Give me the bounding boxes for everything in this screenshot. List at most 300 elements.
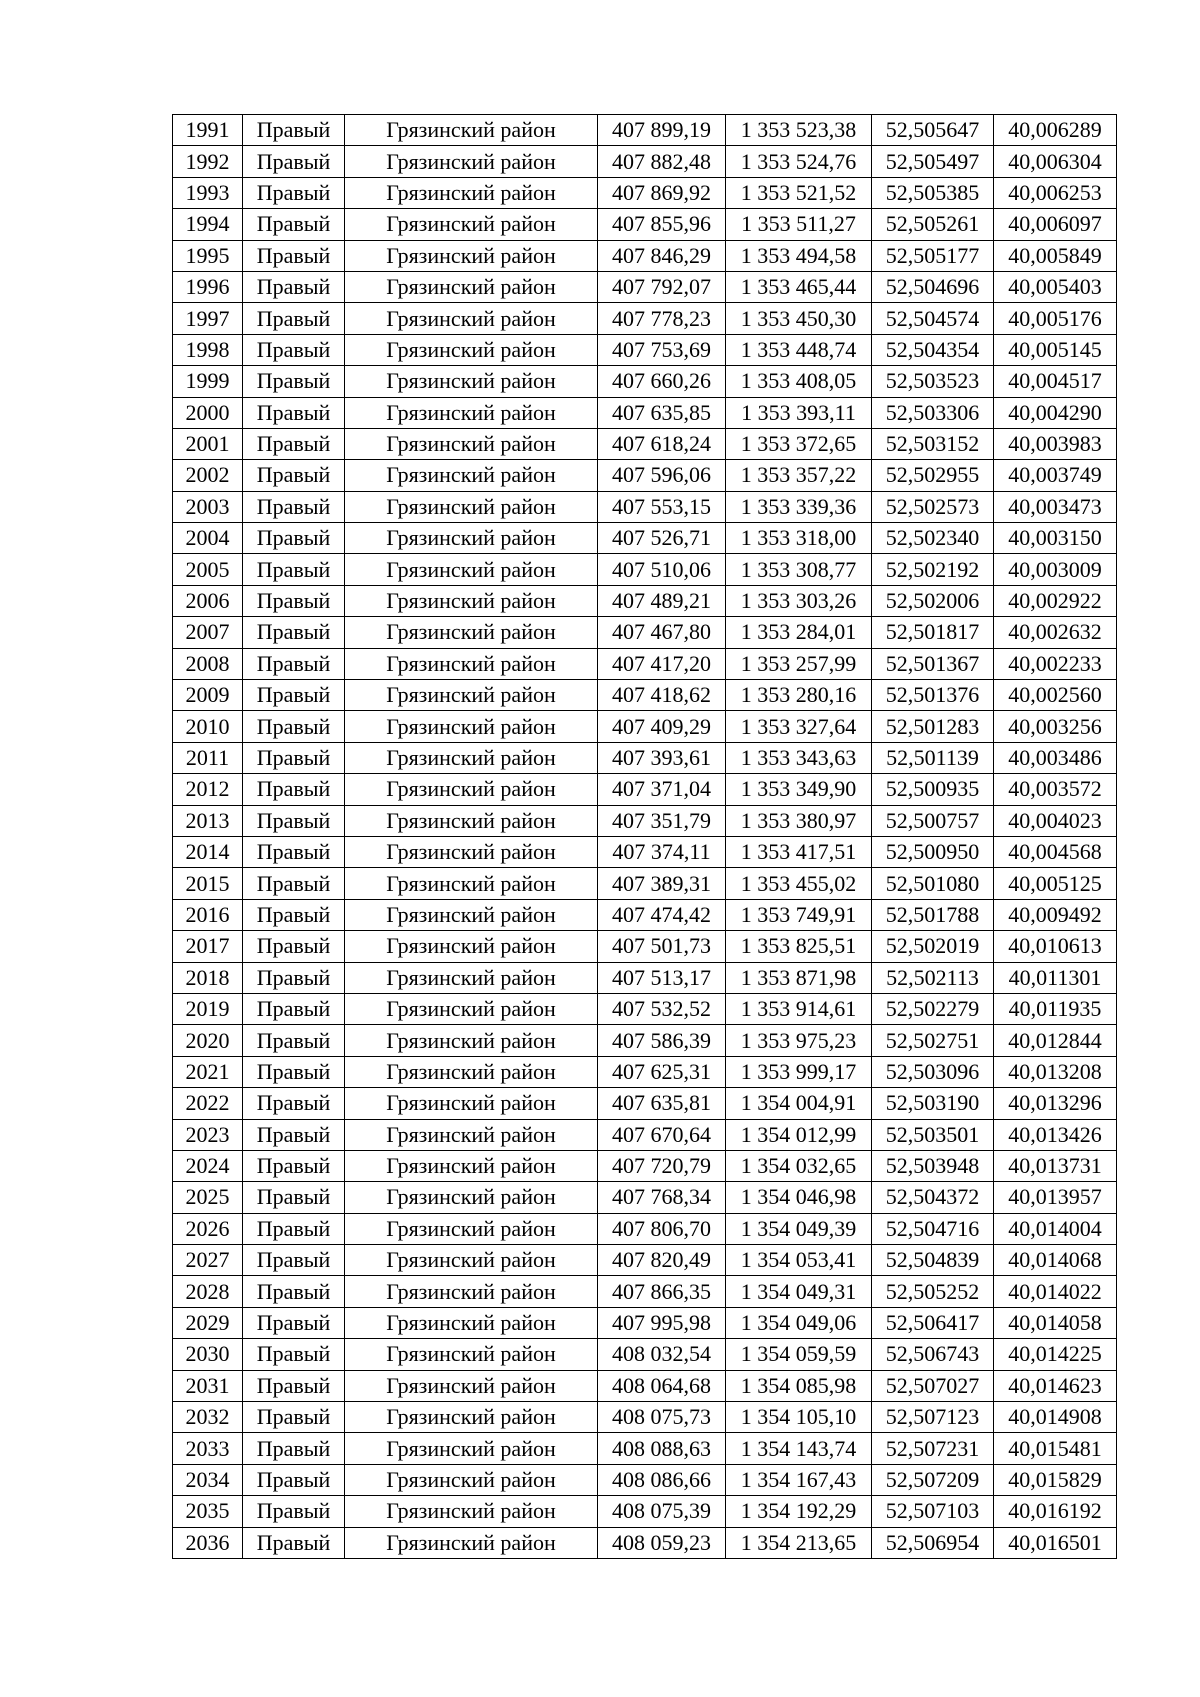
point-number-cell: 2028 bbox=[173, 1276, 243, 1307]
table-row bbox=[173, 1245, 1117, 1276]
y-coordinate-cell: 1 353 417,51 bbox=[726, 836, 872, 867]
latitude-cell: 52,504716 bbox=[872, 1213, 994, 1244]
table-row bbox=[173, 711, 1117, 742]
latitude-cell: 52,501376 bbox=[872, 680, 994, 711]
longitude-cell: 40,003150 bbox=[994, 523, 1117, 554]
latitude-cell: 52,502955 bbox=[872, 460, 994, 491]
x-coordinate-cell: 407 753,69 bbox=[598, 334, 726, 365]
longitude-cell: 40,010613 bbox=[994, 931, 1117, 962]
district-cell: Грязинский район bbox=[345, 1025, 598, 1056]
coordinates-table bbox=[172, 114, 1117, 1559]
latitude-cell: 52,502113 bbox=[872, 962, 994, 993]
y-coordinate-cell: 1 353 521,52 bbox=[726, 177, 872, 208]
x-coordinate-cell: 407 389,31 bbox=[598, 868, 726, 899]
longitude-cell: 40,011301 bbox=[994, 962, 1117, 993]
bank-side-cell: Правый bbox=[243, 1056, 345, 1087]
district-cell: Грязинский район bbox=[345, 1245, 598, 1276]
x-coordinate-cell: 407 467,80 bbox=[598, 617, 726, 648]
x-coordinate-cell: 407 351,79 bbox=[598, 805, 726, 836]
district-cell: Грязинский район bbox=[345, 554, 598, 585]
longitude-cell: 40,005849 bbox=[994, 240, 1117, 271]
latitude-cell: 52,507103 bbox=[872, 1496, 994, 1527]
x-coordinate-cell: 407 899,19 bbox=[598, 115, 726, 146]
district-cell: Грязинский район bbox=[345, 1339, 598, 1370]
y-coordinate-cell: 1 354 049,39 bbox=[726, 1213, 872, 1244]
table-row bbox=[173, 1339, 1117, 1370]
longitude-cell: 40,005145 bbox=[994, 334, 1117, 365]
table-row bbox=[173, 805, 1117, 836]
longitude-cell: 40,002632 bbox=[994, 617, 1117, 648]
table-row bbox=[173, 868, 1117, 899]
table-row bbox=[173, 1496, 1117, 1527]
district-cell: Грязинский район bbox=[345, 993, 598, 1024]
point-number-cell: 2001 bbox=[173, 428, 243, 459]
x-coordinate-cell: 407 882,48 bbox=[598, 146, 726, 177]
table-row bbox=[173, 962, 1117, 993]
point-number-cell: 2016 bbox=[173, 899, 243, 930]
district-cell: Грязинский район bbox=[345, 1119, 598, 1150]
longitude-cell: 40,004023 bbox=[994, 805, 1117, 836]
latitude-cell: 52,503523 bbox=[872, 366, 994, 397]
point-number-cell: 2020 bbox=[173, 1025, 243, 1056]
bank-side-cell: Правый bbox=[243, 993, 345, 1024]
bank-side-cell: Правый bbox=[243, 334, 345, 365]
y-coordinate-cell: 1 354 032,65 bbox=[726, 1150, 872, 1181]
longitude-cell: 40,015829 bbox=[994, 1464, 1117, 1495]
x-coordinate-cell: 407 820,49 bbox=[598, 1245, 726, 1276]
point-number-cell: 2005 bbox=[173, 554, 243, 585]
bank-side-cell: Правый bbox=[243, 742, 345, 773]
longitude-cell: 40,004517 bbox=[994, 366, 1117, 397]
point-number-cell: 2022 bbox=[173, 1088, 243, 1119]
table-row bbox=[173, 931, 1117, 962]
district-cell: Грязинский район bbox=[345, 303, 598, 334]
bank-side-cell: Правый bbox=[243, 899, 345, 930]
point-number-cell: 2033 bbox=[173, 1433, 243, 1464]
longitude-cell: 40,002560 bbox=[994, 680, 1117, 711]
district-cell: Грязинский район bbox=[345, 1182, 598, 1213]
point-number-cell: 2019 bbox=[173, 993, 243, 1024]
table-row bbox=[173, 523, 1117, 554]
y-coordinate-cell: 1 353 303,26 bbox=[726, 585, 872, 616]
y-coordinate-cell: 1 353 914,61 bbox=[726, 993, 872, 1024]
district-cell: Грязинский район bbox=[345, 1370, 598, 1401]
longitude-cell: 40,003983 bbox=[994, 428, 1117, 459]
x-coordinate-cell: 407 513,17 bbox=[598, 962, 726, 993]
x-coordinate-cell: 407 625,31 bbox=[598, 1056, 726, 1087]
table-row bbox=[173, 554, 1117, 585]
point-number-cell: 2025 bbox=[173, 1182, 243, 1213]
longitude-cell: 40,014623 bbox=[994, 1370, 1117, 1401]
table-row bbox=[173, 1433, 1117, 1464]
latitude-cell: 52,505497 bbox=[872, 146, 994, 177]
longitude-cell: 40,013426 bbox=[994, 1119, 1117, 1150]
y-coordinate-cell: 1 354 049,06 bbox=[726, 1307, 872, 1338]
point-number-cell: 2036 bbox=[173, 1527, 243, 1558]
x-coordinate-cell: 407 596,06 bbox=[598, 460, 726, 491]
latitude-cell: 52,504354 bbox=[872, 334, 994, 365]
y-coordinate-cell: 1 353 408,05 bbox=[726, 366, 872, 397]
table-row bbox=[173, 1307, 1117, 1338]
y-coordinate-cell: 1 353 339,36 bbox=[726, 491, 872, 522]
bank-side-cell: Правый bbox=[243, 1245, 345, 1276]
longitude-cell: 40,009492 bbox=[994, 899, 1117, 930]
x-coordinate-cell: 407 526,71 bbox=[598, 523, 726, 554]
table-row bbox=[173, 1213, 1117, 1244]
x-coordinate-cell: 407 855,96 bbox=[598, 209, 726, 240]
x-coordinate-cell: 407 417,20 bbox=[598, 648, 726, 679]
table-row bbox=[173, 774, 1117, 805]
point-number-cell: 2006 bbox=[173, 585, 243, 616]
latitude-cell: 52,505177 bbox=[872, 240, 994, 271]
point-number-cell: 2004 bbox=[173, 523, 243, 554]
y-coordinate-cell: 1 354 105,10 bbox=[726, 1402, 872, 1433]
longitude-cell: 40,014004 bbox=[994, 1213, 1117, 1244]
y-coordinate-cell: 1 353 494,58 bbox=[726, 240, 872, 271]
latitude-cell: 52,502192 bbox=[872, 554, 994, 585]
latitude-cell: 52,502006 bbox=[872, 585, 994, 616]
bank-side-cell: Правый bbox=[243, 209, 345, 240]
table-row bbox=[173, 209, 1117, 240]
latitude-cell: 52,504372 bbox=[872, 1182, 994, 1213]
bank-side-cell: Правый bbox=[243, 303, 345, 334]
x-coordinate-cell: 408 075,73 bbox=[598, 1402, 726, 1433]
latitude-cell: 52,507231 bbox=[872, 1433, 994, 1464]
y-coordinate-cell: 1 353 284,01 bbox=[726, 617, 872, 648]
point-number-cell: 2021 bbox=[173, 1056, 243, 1087]
district-cell: Грязинский район bbox=[345, 617, 598, 648]
x-coordinate-cell: 407 846,29 bbox=[598, 240, 726, 271]
y-coordinate-cell: 1 354 049,31 bbox=[726, 1276, 872, 1307]
latitude-cell: 52,503501 bbox=[872, 1119, 994, 1150]
latitude-cell: 52,500950 bbox=[872, 836, 994, 867]
bank-side-cell: Правый bbox=[243, 680, 345, 711]
longitude-cell: 40,005176 bbox=[994, 303, 1117, 334]
bank-side-cell: Правый bbox=[243, 962, 345, 993]
bank-side-cell: Правый bbox=[243, 366, 345, 397]
table-row bbox=[173, 334, 1117, 365]
latitude-cell: 52,504839 bbox=[872, 1245, 994, 1276]
district-cell: Грязинский район bbox=[345, 899, 598, 930]
y-coordinate-cell: 1 353 343,63 bbox=[726, 742, 872, 773]
district-cell: Грязинский район bbox=[345, 271, 598, 302]
district-cell: Грязинский район bbox=[345, 1150, 598, 1181]
table-row bbox=[173, 491, 1117, 522]
x-coordinate-cell: 407 869,92 bbox=[598, 177, 726, 208]
bank-side-cell: Правый bbox=[243, 491, 345, 522]
point-number-cell: 2002 bbox=[173, 460, 243, 491]
point-number-cell: 2003 bbox=[173, 491, 243, 522]
x-coordinate-cell: 407 586,39 bbox=[598, 1025, 726, 1056]
latitude-cell: 52,507209 bbox=[872, 1464, 994, 1495]
bank-side-cell: Правый bbox=[243, 836, 345, 867]
longitude-cell: 40,003749 bbox=[994, 460, 1117, 491]
longitude-cell: 40,013296 bbox=[994, 1088, 1117, 1119]
x-coordinate-cell: 408 064,68 bbox=[598, 1370, 726, 1401]
longitude-cell: 40,003572 bbox=[994, 774, 1117, 805]
table-row bbox=[173, 993, 1117, 1024]
bank-side-cell: Правый bbox=[243, 1402, 345, 1433]
latitude-cell: 52,504574 bbox=[872, 303, 994, 334]
table-row bbox=[173, 1464, 1117, 1495]
latitude-cell: 52,500935 bbox=[872, 774, 994, 805]
district-cell: Грязинский район bbox=[345, 366, 598, 397]
point-number-cell: 2018 bbox=[173, 962, 243, 993]
latitude-cell: 52,500757 bbox=[872, 805, 994, 836]
latitude-cell: 52,506743 bbox=[872, 1339, 994, 1370]
point-number-cell: 2010 bbox=[173, 711, 243, 742]
table-row bbox=[173, 177, 1117, 208]
longitude-cell: 40,014068 bbox=[994, 1245, 1117, 1276]
longitude-cell: 40,016501 bbox=[994, 1527, 1117, 1558]
latitude-cell: 52,506954 bbox=[872, 1527, 994, 1558]
x-coordinate-cell: 407 768,34 bbox=[598, 1182, 726, 1213]
bank-side-cell: Правый bbox=[243, 1464, 345, 1495]
district-cell: Грязинский район bbox=[345, 711, 598, 742]
bank-side-cell: Правый bbox=[243, 617, 345, 648]
bank-side-cell: Правый bbox=[243, 1088, 345, 1119]
x-coordinate-cell: 407 418,62 bbox=[598, 680, 726, 711]
longitude-cell: 40,015481 bbox=[994, 1433, 1117, 1464]
longitude-cell: 40,012844 bbox=[994, 1025, 1117, 1056]
table-row bbox=[173, 397, 1117, 428]
x-coordinate-cell: 407 792,07 bbox=[598, 271, 726, 302]
point-number-cell: 2008 bbox=[173, 648, 243, 679]
point-number-cell: 1995 bbox=[173, 240, 243, 271]
point-number-cell: 2012 bbox=[173, 774, 243, 805]
latitude-cell: 52,502573 bbox=[872, 491, 994, 522]
latitude-cell: 52,503306 bbox=[872, 397, 994, 428]
x-coordinate-cell: 408 075,39 bbox=[598, 1496, 726, 1527]
y-coordinate-cell: 1 353 455,02 bbox=[726, 868, 872, 899]
x-coordinate-cell: 408 088,63 bbox=[598, 1433, 726, 1464]
y-coordinate-cell: 1 354 213,65 bbox=[726, 1527, 872, 1558]
latitude-cell: 52,502279 bbox=[872, 993, 994, 1024]
district-cell: Грязинский район bbox=[345, 1527, 598, 1558]
y-coordinate-cell: 1 354 192,29 bbox=[726, 1496, 872, 1527]
latitude-cell: 52,501080 bbox=[872, 868, 994, 899]
point-number-cell: 2017 bbox=[173, 931, 243, 962]
y-coordinate-cell: 1 353 380,97 bbox=[726, 805, 872, 836]
y-coordinate-cell: 1 354 046,98 bbox=[726, 1182, 872, 1213]
latitude-cell: 52,501367 bbox=[872, 648, 994, 679]
y-coordinate-cell: 1 354 012,99 bbox=[726, 1119, 872, 1150]
point-number-cell: 2032 bbox=[173, 1402, 243, 1433]
point-number-cell: 1992 bbox=[173, 146, 243, 177]
y-coordinate-cell: 1 353 975,23 bbox=[726, 1025, 872, 1056]
table-row bbox=[173, 271, 1117, 302]
point-number-cell: 1993 bbox=[173, 177, 243, 208]
y-coordinate-cell: 1 353 465,44 bbox=[726, 271, 872, 302]
table-row bbox=[173, 1150, 1117, 1181]
longitude-cell: 40,004568 bbox=[994, 836, 1117, 867]
x-coordinate-cell: 407 510,06 bbox=[598, 554, 726, 585]
bank-side-cell: Правый bbox=[243, 711, 345, 742]
y-coordinate-cell: 1 353 524,76 bbox=[726, 146, 872, 177]
district-cell: Грязинский район bbox=[345, 805, 598, 836]
district-cell: Грязинский район bbox=[345, 397, 598, 428]
x-coordinate-cell: 407 995,98 bbox=[598, 1307, 726, 1338]
point-number-cell: 2027 bbox=[173, 1245, 243, 1276]
bank-side-cell: Правый bbox=[243, 146, 345, 177]
bank-side-cell: Правый bbox=[243, 523, 345, 554]
y-coordinate-cell: 1 353 450,30 bbox=[726, 303, 872, 334]
point-number-cell: 2023 bbox=[173, 1119, 243, 1150]
x-coordinate-cell: 407 371,04 bbox=[598, 774, 726, 805]
bank-side-cell: Правый bbox=[243, 1276, 345, 1307]
x-coordinate-cell: 407 553,15 bbox=[598, 491, 726, 522]
y-coordinate-cell: 1 353 280,16 bbox=[726, 680, 872, 711]
y-coordinate-cell: 1 353 357,22 bbox=[726, 460, 872, 491]
table-row bbox=[173, 617, 1117, 648]
longitude-cell: 40,005125 bbox=[994, 868, 1117, 899]
point-number-cell: 2007 bbox=[173, 617, 243, 648]
y-coordinate-cell: 1 353 999,17 bbox=[726, 1056, 872, 1087]
district-cell: Грязинский район bbox=[345, 460, 598, 491]
point-number-cell: 1991 bbox=[173, 115, 243, 146]
y-coordinate-cell: 1 353 523,38 bbox=[726, 115, 872, 146]
district-cell: Грязинский район bbox=[345, 1213, 598, 1244]
latitude-cell: 52,505647 bbox=[872, 115, 994, 146]
bank-side-cell: Правый bbox=[243, 115, 345, 146]
point-number-cell: 2029 bbox=[173, 1307, 243, 1338]
x-coordinate-cell: 407 532,52 bbox=[598, 993, 726, 1024]
bank-side-cell: Правый bbox=[243, 1433, 345, 1464]
x-coordinate-cell: 407 474,42 bbox=[598, 899, 726, 930]
y-coordinate-cell: 1 353 257,99 bbox=[726, 648, 872, 679]
table-row bbox=[173, 899, 1117, 930]
longitude-cell: 40,014022 bbox=[994, 1276, 1117, 1307]
district-cell: Грязинский район bbox=[345, 1496, 598, 1527]
latitude-cell: 52,504696 bbox=[872, 271, 994, 302]
bank-side-cell: Правый bbox=[243, 428, 345, 459]
district-cell: Грязинский район bbox=[345, 774, 598, 805]
longitude-cell: 40,004290 bbox=[994, 397, 1117, 428]
latitude-cell: 52,503152 bbox=[872, 428, 994, 459]
district-cell: Грязинский район bbox=[345, 428, 598, 459]
district-cell: Грязинский район bbox=[345, 1056, 598, 1087]
table-row bbox=[173, 1276, 1117, 1307]
bank-side-cell: Правый bbox=[243, 931, 345, 962]
bank-side-cell: Правый bbox=[243, 1496, 345, 1527]
district-cell: Грязинский район bbox=[345, 836, 598, 867]
longitude-cell: 40,014908 bbox=[994, 1402, 1117, 1433]
longitude-cell: 40,013208 bbox=[994, 1056, 1117, 1087]
latitude-cell: 52,503190 bbox=[872, 1088, 994, 1119]
y-coordinate-cell: 1 353 308,77 bbox=[726, 554, 872, 585]
y-coordinate-cell: 1 353 372,65 bbox=[726, 428, 872, 459]
point-number-cell: 2031 bbox=[173, 1370, 243, 1401]
point-number-cell: 2014 bbox=[173, 836, 243, 867]
table-row bbox=[173, 366, 1117, 397]
bank-side-cell: Правый bbox=[243, 1339, 345, 1370]
point-number-cell: 2011 bbox=[173, 742, 243, 773]
latitude-cell: 52,501139 bbox=[872, 742, 994, 773]
district-cell: Грязинский район bbox=[345, 240, 598, 271]
table-row bbox=[173, 303, 1117, 334]
y-coordinate-cell: 1 353 871,98 bbox=[726, 962, 872, 993]
latitude-cell: 52,506417 bbox=[872, 1307, 994, 1338]
bank-side-cell: Правый bbox=[243, 1150, 345, 1181]
y-coordinate-cell: 1 354 004,91 bbox=[726, 1088, 872, 1119]
point-number-cell: 2026 bbox=[173, 1213, 243, 1244]
x-coordinate-cell: 407 670,64 bbox=[598, 1119, 726, 1150]
latitude-cell: 52,503948 bbox=[872, 1150, 994, 1181]
y-coordinate-cell: 1 353 448,74 bbox=[726, 334, 872, 365]
x-coordinate-cell: 407 618,24 bbox=[598, 428, 726, 459]
bank-side-cell: Правый bbox=[243, 1213, 345, 1244]
table-row bbox=[173, 240, 1117, 271]
table-row bbox=[173, 1056, 1117, 1087]
table-row bbox=[173, 836, 1117, 867]
longitude-cell: 40,003473 bbox=[994, 491, 1117, 522]
latitude-cell: 52,501788 bbox=[872, 899, 994, 930]
x-coordinate-cell: 407 635,81 bbox=[598, 1088, 726, 1119]
longitude-cell: 40,006253 bbox=[994, 177, 1117, 208]
x-coordinate-cell: 407 409,29 bbox=[598, 711, 726, 742]
bank-side-cell: Правый bbox=[243, 1370, 345, 1401]
point-number-cell: 2034 bbox=[173, 1464, 243, 1495]
point-number-cell: 1994 bbox=[173, 209, 243, 240]
table-row bbox=[173, 742, 1117, 773]
y-coordinate-cell: 1 354 085,98 bbox=[726, 1370, 872, 1401]
longitude-cell: 40,006097 bbox=[994, 209, 1117, 240]
x-coordinate-cell: 407 374,11 bbox=[598, 836, 726, 867]
district-cell: Грязинский район bbox=[345, 585, 598, 616]
table-row bbox=[173, 115, 1117, 146]
longitude-cell: 40,014058 bbox=[994, 1307, 1117, 1338]
bank-side-cell: Правый bbox=[243, 648, 345, 679]
bank-side-cell: Правый bbox=[243, 1025, 345, 1056]
x-coordinate-cell: 408 059,23 bbox=[598, 1527, 726, 1558]
y-coordinate-cell: 1 354 053,41 bbox=[726, 1245, 872, 1276]
point-number-cell: 2013 bbox=[173, 805, 243, 836]
district-cell: Грязинский район bbox=[345, 742, 598, 773]
district-cell: Грязинский район bbox=[345, 146, 598, 177]
longitude-cell: 40,002233 bbox=[994, 648, 1117, 679]
bank-side-cell: Правый bbox=[243, 240, 345, 271]
longitude-cell: 40,005403 bbox=[994, 271, 1117, 302]
district-cell: Грязинский район bbox=[345, 491, 598, 522]
district-cell: Грязинский район bbox=[345, 1088, 598, 1119]
point-number-cell: 1998 bbox=[173, 334, 243, 365]
x-coordinate-cell: 408 032,54 bbox=[598, 1339, 726, 1370]
table-row bbox=[173, 428, 1117, 459]
x-coordinate-cell: 407 501,73 bbox=[598, 931, 726, 962]
bank-side-cell: Правый bbox=[243, 774, 345, 805]
x-coordinate-cell: 408 086,66 bbox=[598, 1464, 726, 1495]
table-row bbox=[173, 146, 1117, 177]
bank-side-cell: Правый bbox=[243, 1119, 345, 1150]
latitude-cell: 52,505385 bbox=[872, 177, 994, 208]
table-row bbox=[173, 585, 1117, 616]
district-cell: Грязинский район bbox=[345, 1307, 598, 1338]
bank-side-cell: Правый bbox=[243, 805, 345, 836]
district-cell: Грязинский район bbox=[345, 523, 598, 554]
x-coordinate-cell: 407 866,35 bbox=[598, 1276, 726, 1307]
bank-side-cell: Правый bbox=[243, 585, 345, 616]
x-coordinate-cell: 407 778,23 bbox=[598, 303, 726, 334]
y-coordinate-cell: 1 353 318,00 bbox=[726, 523, 872, 554]
latitude-cell: 52,505261 bbox=[872, 209, 994, 240]
district-cell: Грязинский район bbox=[345, 1402, 598, 1433]
point-number-cell: 1999 bbox=[173, 366, 243, 397]
point-number-cell: 2000 bbox=[173, 397, 243, 428]
district-cell: Грязинский район bbox=[345, 962, 598, 993]
y-coordinate-cell: 1 353 825,51 bbox=[726, 931, 872, 962]
y-coordinate-cell: 1 353 393,11 bbox=[726, 397, 872, 428]
district-cell: Грязинский район bbox=[345, 680, 598, 711]
